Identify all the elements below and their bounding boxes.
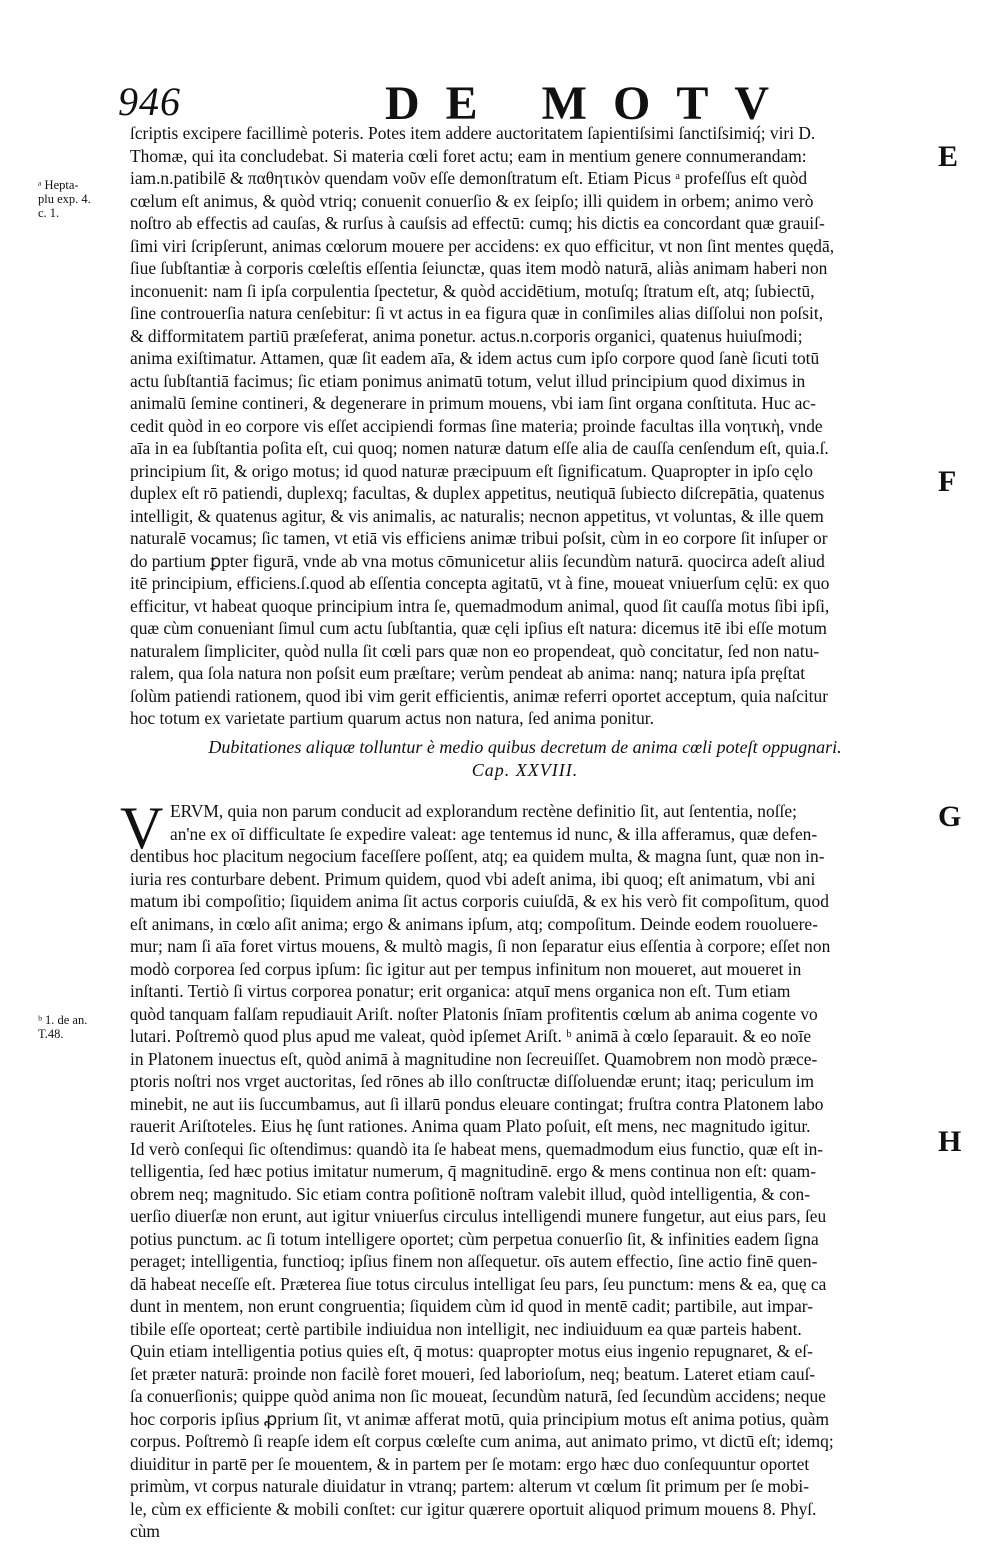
text-line: efficitur, vt habeat quoque principium intra ſe, quemadmodum animal, quod ſit cauſſa motus ſibi ipſi, bbox=[130, 595, 830, 616]
margin-letter-e: E bbox=[938, 140, 959, 173]
text-line: animalū ſemine contineri, & degenerare in primum mouens, vbi iam ſint organa conſtituta. Huc ac- bbox=[130, 393, 816, 413]
note-line: c. 1. bbox=[38, 206, 60, 220]
text-line: intelligit, & quatenus agitur, & vis animalis, ac naturalis; necnon appetitus, vt voluntas, & ille quem bbox=[130, 505, 824, 526]
text-line: aīa in ea ſubſtantia poſita eſt, cui quoq; nomen naturæ datum eſſe alia de cauſſa cenſendum eſt, quia.ſ. bbox=[130, 438, 829, 458]
text-line: ſet præter naturā: proinde non facilè foret moueri, ſed laborioſum, neq; beatum. Lateret etiam cauſ- bbox=[130, 1363, 816, 1384]
running-head: DE MOTV bbox=[385, 77, 795, 130]
text-line: lutari. Poſtremò quod plus apud me valeat, quòd ipſemet Ariſt. ᵇ animā à cœlo ſeparauit. & eo noīe bbox=[130, 1026, 812, 1046]
marginal-note bbox=[38, 178, 126, 220]
text-line: quòd tanquam falſam repudiauit Ariſt. noſter Platonis ſnīam profitentis cœlum ab anima cogente vo bbox=[130, 1003, 818, 1024]
text-line: anima exiſtimatur. Attamen, quæ ſit eadem aīa, & idem actus cum ipſo corpore quod ſanè ſicuti totū bbox=[130, 348, 820, 368]
text-line: naturalē vocamus; ſic tamen, vt etiā vis efficiens animæ tribui poſsit, cùm in eo corpore ſit inſuper or bbox=[130, 528, 828, 548]
text-line: dā habeat neceſſe eſt. Præterea ſiue totus circulus intelligat ſeu pars, ſeu punctum: mens & ea, quę ca bbox=[130, 1273, 827, 1294]
section-title: Dubitationes aliquæ tolluntur è medio quibus decretum de anima cœli poteſt oppugnari. bbox=[208, 737, 842, 757]
text-line: ERVM, quia non parum conducit ad explorandum rectène definitio ſit, aut ſententia, noſſe; bbox=[170, 801, 797, 821]
paragraph-2 bbox=[130, 800, 920, 1543]
text-line: rauerit Ariſtoteles. Eius hę ſunt rationes. Anima quam Plato poſuit, eſt mens, nec magnitudo igitur. bbox=[130, 1116, 811, 1136]
drop-cap: V bbox=[120, 795, 164, 861]
text-line: matum ibi compoſitio; ſiquidem anima ſit actus corporis cuiuſdā, & ex his verò fit compoſitum, quod bbox=[130, 891, 829, 911]
text-line: eſt animans, in cœlo aſit anima; ergo & animans ipſum, atq; compoſitum. Deinde eodem rouoluere- bbox=[130, 913, 818, 934]
text-line: ſine controuerſia natura cenſebitur: ſi vt actus in ea figura quæ in conſimiles alias diſſolui non poſsit, bbox=[130, 303, 824, 323]
text-line: quæ cùm conueniant ſimul cum actu ſubſtantia, quæ cęli ipſius eſt natura: dicemus itē ibi eſſe motum bbox=[130, 618, 827, 638]
note-line: ᵇ 1. de an. bbox=[38, 1013, 88, 1027]
margin-letter-g: G bbox=[938, 800, 962, 833]
text-line: telligentia, ſed hæc potius imitatur numerum, q̄ magnitudinē. ergo & mens continua non eſt: quam- bbox=[130, 1161, 816, 1181]
text-line: uerſio diuerſæ non erunt, aut igitur vniuerſus circulus intelligendi munere fungetur, aut eius pars, ſeu bbox=[130, 1206, 827, 1226]
text-line: obrem neq; magnitudo. Sic etiam contra poſitionē noſtram valebit illud, quòd intelligentia, & con- bbox=[130, 1183, 811, 1204]
text-line: duplex eſt rō patiendi, duplexq; facultas, & duplex appetitus, neutiquā ſubiecto diſcrepātia, quatenus bbox=[130, 483, 825, 503]
text-line: ralem, qua ſola natura non poſsit eum præſtare; verùm pendeat ab anima: nanq; natura ipſa pręſtat bbox=[130, 663, 806, 683]
text-line: minebit, ne aut iis ſuccumbamus, aut ſi illarū pondus eleuare contingat; fruſtra contra Platonem labo bbox=[130, 1093, 824, 1114]
text-line: Thomæ, qui ita concludebat. Si materia cœli foret actu; eam in mentium genere connumerandam: bbox=[130, 145, 807, 166]
text-line: hoc totum ex varietate partium quarum actus non natura, ſed anima ponitur. bbox=[130, 708, 654, 728]
note-line: ᵃ Hepta- bbox=[38, 178, 79, 192]
marginal-note bbox=[38, 1013, 126, 1041]
text-line: dunt in mentem, non erunt congruentia; ſiquidem cùm id quod in mentē cadit; partibile, aut impar- bbox=[130, 1296, 814, 1316]
text-line: inſtanti. Tertiò ſi virtus corporea ponatur; erit organica: atquī mens organica non eſt. Tum etiam bbox=[130, 981, 791, 1001]
text-line: primùm, vt corpus naturale diuidatur in vtranq; partem: alterum vt cœlum ſit primum per ſe mobi- bbox=[130, 1476, 810, 1496]
text-line: mur; nam ſi aīa foret virtus mouens, & multò magis, ſi non ſeparatur eius eſſentia à corpore; eſſet non bbox=[130, 936, 831, 956]
paragraph-1 bbox=[130, 122, 920, 730]
text-line: modò corporea ſed corpus ipſum: ſic igitur aut per tempus infinitum non moueret, aut moueret in bbox=[130, 958, 802, 979]
text-line: ſimi viri ſcripſerunt, animas cœlorum mouere per accidens: ex quo efficitur, vt non ſint mentes quędā, bbox=[130, 235, 835, 256]
text-line: in Platonem inuectus eſt, quòd animā à magnitudine non ſecreuiſſet. Quamobrem non modò præce- bbox=[130, 1048, 818, 1069]
text-line: hoc corporis ipſius ꝓprium ſit, vt animæ afferat motū, quia principium motus eſt anima potius, quàm bbox=[130, 1408, 830, 1429]
note-line: plu exp. 4. bbox=[38, 192, 91, 206]
text-line: an'ne ex oī difficultate ſe expedire valeat: age tentemus id nunc, & illa afferamus, quæ defen- bbox=[170, 823, 818, 844]
text-line: diuiditur in partē per ſe mouentem, & in partem per ſe motam: ergo hæc duo conſequuntur oportet bbox=[130, 1453, 810, 1474]
text-line: principium ſit, & origo motus; id quod naturæ præcipuum eſt ſignificatum. Quapropter in ipſo cęlo bbox=[130, 460, 813, 481]
text-line: Quin etiam intelligentia potius quies eſt, q̄ motus: quapropter motus eius ingenio repugnaret, & eſ- bbox=[130, 1341, 813, 1361]
text-line: & difformitatem partiū præſeferat, anima ponetur. actus.n.corporis organici, quatenus huiuſmodi; bbox=[130, 325, 803, 346]
text-line: cœlum eſt animus, & quòd vtriq; conuenit conuerſio & ex ſeipſo; illi quidem in orbem; animo verò bbox=[130, 190, 814, 211]
text-line: actu ſubſtantiā facimus; ſic etiam ponimus animatū totum, velut illud principium quod diximus in bbox=[130, 370, 806, 391]
text-line: itē principium, efficiens.ſ.quod ab eſſentia concepta agitatū, vt à fine, moueat vniuerſum cęlū: ex quo bbox=[130, 573, 830, 593]
text-line: cùm bbox=[130, 1521, 160, 1541]
text-line: Id verò conſequi ſic oſtendimus: quandò ita ſe habeat mens, quemadmodum eius functio, quæ eſt in- bbox=[130, 1138, 824, 1159]
text-line: peraget; intelligentia, functioq; ipſius finem non aſſequetur. oīs autem effectio, ſine actio finē quen- bbox=[130, 1251, 818, 1271]
text-line: ſa conuerſionis; quippe quòd anima non ſic moueat, ſecundùm naturā, ſed ſecundùm accidens; neque bbox=[130, 1386, 826, 1406]
text-line: do partium ꝑpter figurā, vnde ab vna motus cōmunicetur aliis ſecundùm naturā. quocirca adeſt aliud bbox=[130, 550, 825, 571]
text-line: potius punctum. ac ſi totum intelligere oportet; cùm perpetua conuerſio ſit, & infinities eadem ſigna bbox=[130, 1228, 819, 1249]
text-line: tibile eſſe oporteat; certè partibile indiuidua non intelligit, nec indiuiduum ea quæ parteis habent. bbox=[130, 1318, 802, 1339]
page-number: 946 bbox=[118, 79, 181, 124]
text-line: noſtro ab effectis ad cauſas, & rurſus à cauſsis ad effectū: cumq; his dictis ea concordant quæ grauiſ- bbox=[130, 213, 825, 233]
text-line: iam.n.patibilē & παθητικὸν quendam νοῦν eſſe demonſtratum eſt. Etiam Picus ᵃ profeſſus eſt quòd bbox=[130, 168, 808, 188]
text-line: cedit quòd in eo corpore vis eſſet accipiendi formas ſine materia; proinde facultas illa νοητικὴ, vnde bbox=[130, 415, 823, 436]
text-line: inconuenit: nam ſi ipſa corpulentia ſpectetur, & quòd accidētium, motuſq; ſtratum eſt, atq; ſubiectū, bbox=[130, 280, 815, 301]
margin-letter-h: H bbox=[938, 1125, 962, 1158]
text-line: ſolùm patiendi rationem, quod ibi vim gerit efficientis, animæ referri oportet acceptum, quia naſcitur bbox=[130, 685, 828, 706]
text-line: le, cùm ex efficiente & mobili conſtet: cur igitur quærere oportuit aliquod primum mouens 8. Phyſ. bbox=[130, 1498, 817, 1519]
text-line: corpus. Poſtremò ſi reapſe idem eſt corpus cœleſte cum anima, aut animato primo, vt dictū eſt; idemq; bbox=[130, 1431, 834, 1451]
text-line: dentibus hoc placitum negocium faceſſere poſſent, atq; ea quidem multa, & magna ſunt, quæ non in- bbox=[130, 846, 825, 866]
text-line: naturalem ſimpliciter, quòd nulla ſit cœli pars quæ non eo propendeat, quò concitatur, ſed non natu- bbox=[130, 640, 820, 661]
note-line: T.48. bbox=[38, 1027, 64, 1041]
text-line: ptoris noſtri nos vrget auctoritas, ſed rōnes ab illo conſtructæ diſſoluendæ erunt; itaq; periculum im bbox=[130, 1071, 815, 1091]
margin-letter-f: F bbox=[938, 465, 957, 498]
chapter-number: Cap. XXVIII. bbox=[471, 760, 579, 780]
text-line: ſcriptis excipere facillimè poteris. Potes item addere auctoritatem ſapientiſsimi ſanctiſsimiq́; viri D. bbox=[130, 123, 816, 143]
text-line: iuria res conturbare debent. Primum quidem, quod vbi adeſt anima, ibi quoq; eſt animatum, vbi ani bbox=[130, 868, 816, 889]
text-line: ſiue ſubſtantiæ à corporis cœleſtis eſſentia ſeiunctæ, quas item modò naturā, aliàs animam haberi non bbox=[130, 258, 828, 278]
